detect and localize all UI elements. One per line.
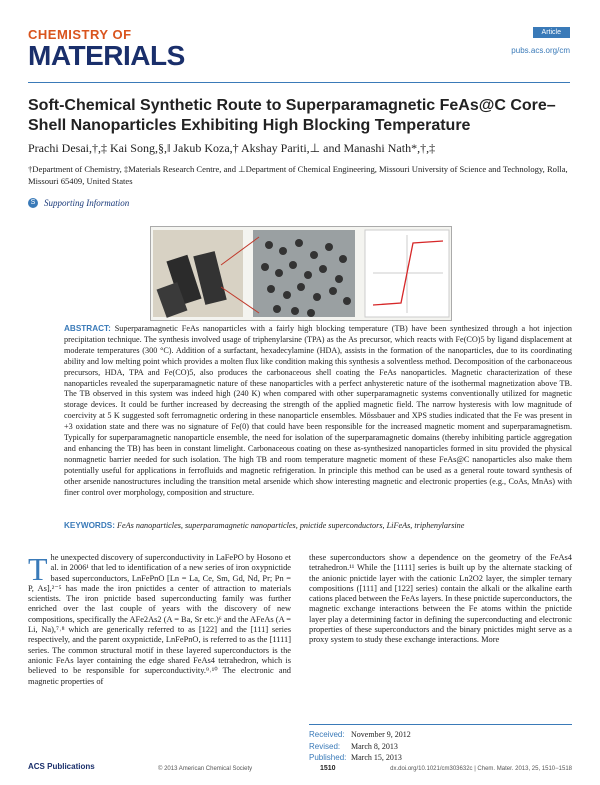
journal-url[interactable]: pubs.acs.org/cm [511, 46, 570, 55]
article-title: Soft-Chemical Synthetic Route to Superparamagnetic FeAs@C Core–Shell Nanoparticles Exhibiting High Blocking Temperature [28, 97, 556, 134]
toc-figure [151, 227, 451, 320]
body-column-right: these superconductors show a dependence on the geometry of the FeAs4 tetrahedron.¹¹ While the [1111] series is built up by the alternate stacking of the anionic pnictide layer with the cationic Ln2O2 layer, the simpler ternary compositions ([111] and [122] series) contain the alkali or the alkaline earth cations placed between the FeAs layers. In these pnictide superconductors, the magnetic exchange interactions between the Fe atoms within the pnictide layer play a determining factor in defining the superconducting and electronic properties of these superconductors and the binary pnictides might serve as a proxy system to study these exchange interactions. More [309, 553, 572, 645]
date-received: Received: November 9, 2012 [309, 730, 411, 739]
keywords-text: FeAs nanoparticles, superparamagnetic nanoparticles, pnictide superconductors, LiFeAs, triphenylarsine [117, 521, 465, 530]
doi-citation[interactable]: dx.doi.org/10.1021/cm303632c | Chem. Mater. 2013, 25, 1510−1518 [390, 766, 572, 772]
author-list: Prachi Desai,†,‡ Kai Song,§,‖ Jakub Koza,† Akshay Pariti,⊥ and Manashi Nath*,†,‡ [28, 141, 436, 155]
page-number: 1510 [320, 765, 336, 772]
date-published: Published: March 15, 2013 [309, 753, 402, 762]
journal-logo [28, 28, 185, 71]
supporting-info-label: Supporting Information [44, 198, 130, 208]
publication-dates [309, 724, 572, 764]
abstract-label: ABSTRACT: [64, 324, 111, 333]
abstract-text: Superparamagnetic FeAs nanoparticles with a fairly high blocking temperature (TB) have been synthesized through a hot injection precipitation technique. The synthesis involved usage of triphenylarsine (TPA) as the As precursor, which reacts with Fe(CO)5 by ligand displacement at moderate temperatures (300 °C). Addition of a surfactant, hexadecylamine (HDA), assists in the formation of the nanoparticles, due to its coordinating ability and low melting point which provides a molten flux like condition making this synthesis a solventless method. Decomposition of the carbonaceous precursors, HDA, TPA and Fe(CO)5, also produces the carbonaceous shell coating the FeAs nanoparticles. Magnetic characterization of these nanoparticles revealed the superparamagnetic nature of these nanoparticles with a perfect anhysteretic nature of the isothermal magnetization above TB. The TB observed in this system was indeed high (240 K) when compared with other superparamagnetic systems conventionally utilized for magnetic storage devices. It could be further increased by decreasing the strength of the applied magnetic field. The narrow hysteresis with low magnitude of coercivity at 5 K suggested soft ferromagnetic ordering in these nanoparticle ensembles. Mössbauer and XPS studies indicated that the Fe was present in +3 oxidation state and there was no signature of Fe(0) that could have been responsible for the increased magnetic moment and superparamagnetism. Typically for superparamagnetic nanoparticle ensemble, the need for isolation of the superparamagnetic domains (thereby inhibiting particle aggregation and enhancing the TB) has been in constant limelight. Carbonaceous coating on these as-synthesized nanoparticles formed in situ provided the physical nonmagnetic barrier needed for such isolation. The high TB and room temperature magnetic moment of these FeAs@C nanoparticles also make them potentially useful for applications in ferrofluids and magnetic refrigeration. In principle this method can be used as a general route toward synthesis of other arsenide nanostructures including the transition metal arsenide which show interesting magnetic and electronic properties (e.g., CoAs, MnAs) with finer control over morphology, composition and structure. [64, 324, 572, 497]
logo-line1: CHEMISTRY OF [28, 27, 132, 42]
logo-line2: MATERIALS [28, 40, 185, 71]
toc-graphic [150, 226, 452, 321]
copyright: © 2013 American Chemical Society [158, 766, 253, 772]
abstract [64, 324, 572, 499]
body-left-text: he unexpected discovery of superconductivity in LaFePO by Hosono et al. in 2006¹ that led to identification of a new series of iron oxypnictide based superconductors, LnFePnO [Ln = La, Ce, Sm, Gd, Nd, Pr; Pn = P, As],²⁻⁵ has made the iron pnictides a center of attraction to materials scientists. The iron pnictide based superconducting family was further enriched over the last couple of years with the discovery of new compositions, specifically the AFe2As2 (A = Ba, Sr etc.)⁶ and the AFeAs (A = Li, Na),⁷˒⁸ which are generically referred to as [122] and the [111] series respectively, and the parent oxypnictide, LnFePnO, is referred to as the [1111] series. The common structural motif in these layered superconductors is the anionic FeAs layer containing the edge shared FeAs4 tetrahedron, which is believed to be responsible for superconductivity.⁹˒¹⁰ The electronic and magnetic properties of [28, 553, 291, 686]
keywords [64, 521, 572, 530]
article-type-badge: Article [533, 27, 570, 38]
supporting-info-link[interactable] [28, 198, 129, 208]
date-revised: Revised: March 8, 2013 [309, 741, 398, 751]
supporting-info-icon: S [28, 198, 38, 208]
drop-cap: T [28, 551, 48, 587]
affiliations: †Department of Chemistry, ‡Materials Research Centre, and ⊥Department of Chemical Engineering, Missouri University of Science and Technology, Rolla, Missouri 65409, United States [28, 164, 568, 186]
keywords-label: KEYWORDS: [64, 521, 115, 530]
body-column-left [28, 553, 291, 687]
header-divider [28, 82, 570, 83]
publisher-logo: ACS Publications [28, 762, 95, 771]
